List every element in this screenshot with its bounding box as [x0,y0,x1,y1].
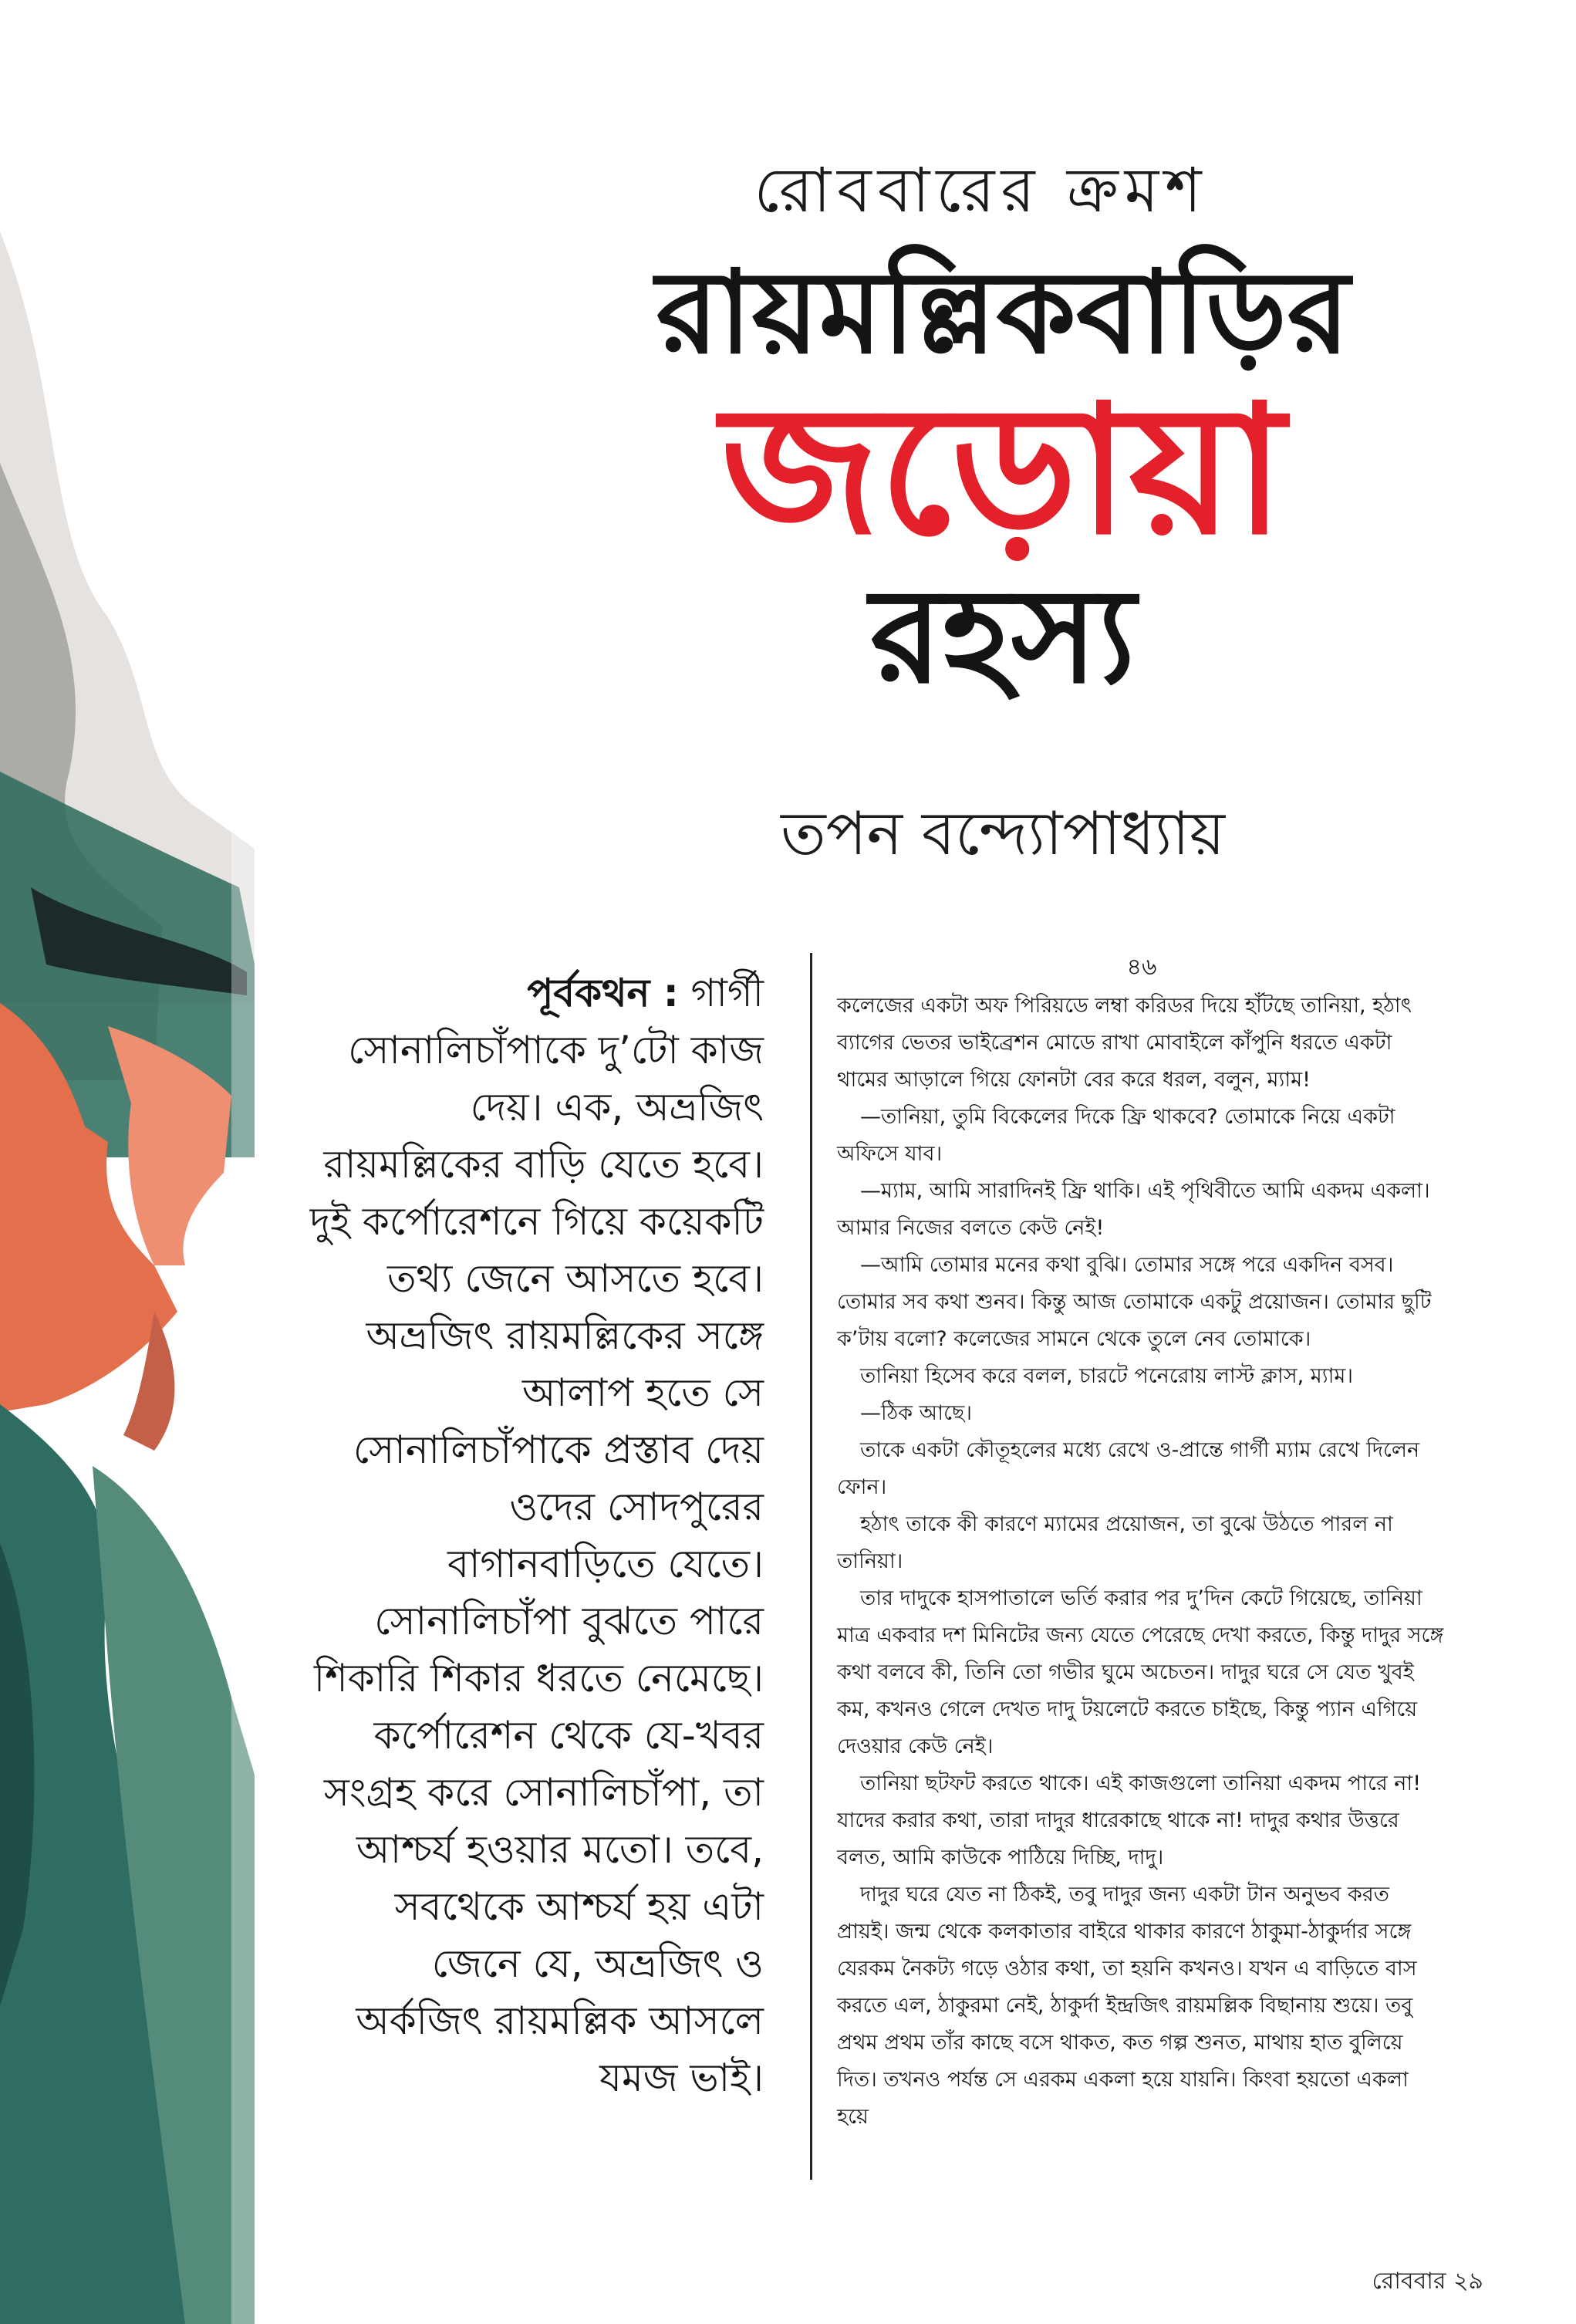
story-title [540,246,1466,713]
story-paragraph: তাকে একটা কৌতূহলের মধ্যে রেখে ও-প্রান্তে গার্গী ম্যাম রেখে দিলেন ফোন। [837,1438,1420,1499]
title-line-2: জড়োয়া [721,368,1285,575]
story-paragraph: —ঠিক আছে। [860,1401,972,1425]
title-line-3: রহস্য [869,559,1136,713]
author-name: তপন বন্দ্যোপাধ্যায় [781,799,1225,869]
column-divider [810,953,812,2180]
story-paragraph: দাদুর ঘরে যেত না ঠিকই, তবু দাদুর জন্য একটা টান অনুভব করত প্রায়ই। জন্ম থেকে কলকাতার বাইরে থাকার কারণে ঠাকুমা-ঠাকুর্দার সঙ্গে যেরকম নৈকট্য গড়ে ওঠার কথা, তা হয়নি কখনও। যখন এ বাড়িতে বাস করতে এল, ঠাকুরমা নেই, ঠাকুর্দা ইন্দ্রজিৎ রায়মল্লিক বিছানায় শুয়ে। তবু প্রথম প্রথম তাঁর কাছে বসে থাকত, কত গল্প শুনত, মাথায় হাত বুলিয়ে দিত। তখনও পর্যন্ত সে এরকম একলা হয়ে যায়নি। কিংবা হয়তো একলা হয়ে [837,1883,1417,2129]
title-line-1: রায়মল্লিকবাড়ির [656,246,1350,379]
watercolor-illustration [0,0,255,2324]
story-paragraph: হঠাৎ তাকে কী কারণে ম্যামের প্রয়োজন, তা বুঝে উঠতে পারল না তানিয়া। [837,1512,1393,1573]
chapter-number: ৪৬ [1126,954,1157,981]
story-paragraph: —আমি তোমার মনের কথা বুঝি। তোমার সঙ্গে পরে একদিন বসব। তোমার সব কথা শুনব। কিন্তু আজ তোমাকে একটু প্রয়োজন। তোমার ছুটি ক’টায় বলো? কলেজের সামনে থেকে তুলে নেব তোমাকে। [837,1253,1432,1351]
page-folio: রোববার ২৯ [1372,2268,1483,2295]
series-kicker: রোববারের ক্রমশ [754,154,1208,226]
story-paragraph: তানিয়া ছটফট করতে থাকে। এই কাজগুলো তানিয়া একদম পারে না! যাদের করার কথা, তারা দাদুর ধারেকাছে থাকে না! দাদুর কথার উত্তরে বলত, আমি কাউকে পাঠিয়ে দিচ্ছি, দাদু। [837,1772,1422,1870]
decorative-painting [0,0,255,2324]
story-column [837,949,1446,2136]
synopsis [301,964,764,2106]
synopsis-lead: পূর্বকথন : [527,971,679,1015]
story-paragraph: তার দাদুকে হাসপাতালে ভর্তি করার পর দু’দিন কেটে গিয়েছে, তানিয়া মাত্র একবার দশ মিনিটের জন্য যেতে পেরেছে দেখা করতে, কিন্তু দাদুর সঙ্গে কথা বলবে কী, তিনি তো গভীর ঘুমে অচেতন। দাদুর ঘরে সে যেত খুবই কম, কখনও গেলে দেখত দাদু টয়লেটে করতে চাইছে, কিন্তু প্যান এগিয়ে দেওয়ার কেউ নেই। [837,1586,1444,1758]
story-paragraph: কলেজের একটা অফ পিরিয়ডে লম্বা করিডর দিয়ে হাঁটছে তানিয়া, হঠাৎ ব্যাগের ভেতর ভাইব্রেশন মোডে রাখা মোবাইলে কাঁপুনি ধরতে একটা থামের আড়ালে গিয়ে ফোনটা বের করে ধরল, বলুন, ম্যাম! [837,994,1412,1092]
story-paragraph: —ম্যাম, আমি সারাদিনই ফ্রি থাকি। এই পৃথিবীতে আমি একদম একলা। আমার নিজের বলতে কেউ নেই! [837,1179,1430,1240]
synopsis-text: গার্গী সোনালিচাঁপাকে দু’টো কাজ দেয়। এক, অভ্রজিৎ রায়মল্লিকের বাড়ি যেতে হবে। দুই কর্পোরেশনে গিয়ে কয়েকটি তথ্য জেনে আসতে হবে। অভ্রজিৎ রায়মল্লিকের সঙ্গে আলাপ হতে সে সোনালিচাঁপাকে প্রস্তাব দেয় ওদের সোদপুরের বাগানবাড়িতে যেতে। সোনালিচাঁপা বুঝতে পারে শিকারি শিকার ধরতে নেমেছে। কর্পোরেশন থেকে যে-খবর সংগ্রহ করে সোনালিচাঁপা, তা আশ্চর্য হওয়ার মতো। তবে, সবথেকে আশ্চর্য হয় এটা জেনে যে, অভ্রজিৎ ও অর্কজিৎ রায়মল্লিক আসলে যমজ ভাই। [309,971,764,2100]
story-paragraph: তানিয়া হিসেব করে বলল, চারটে পনেরোয় লাস্ট ক্লাস, ম্যাম। [860,1364,1354,1388]
story-paragraph: —তানিয়া, তুমি বিকেলের দিকে ফ্রি থাকবে? তোমাকে নিয়ে একটা অফিসে যাব। [837,1105,1395,1166]
